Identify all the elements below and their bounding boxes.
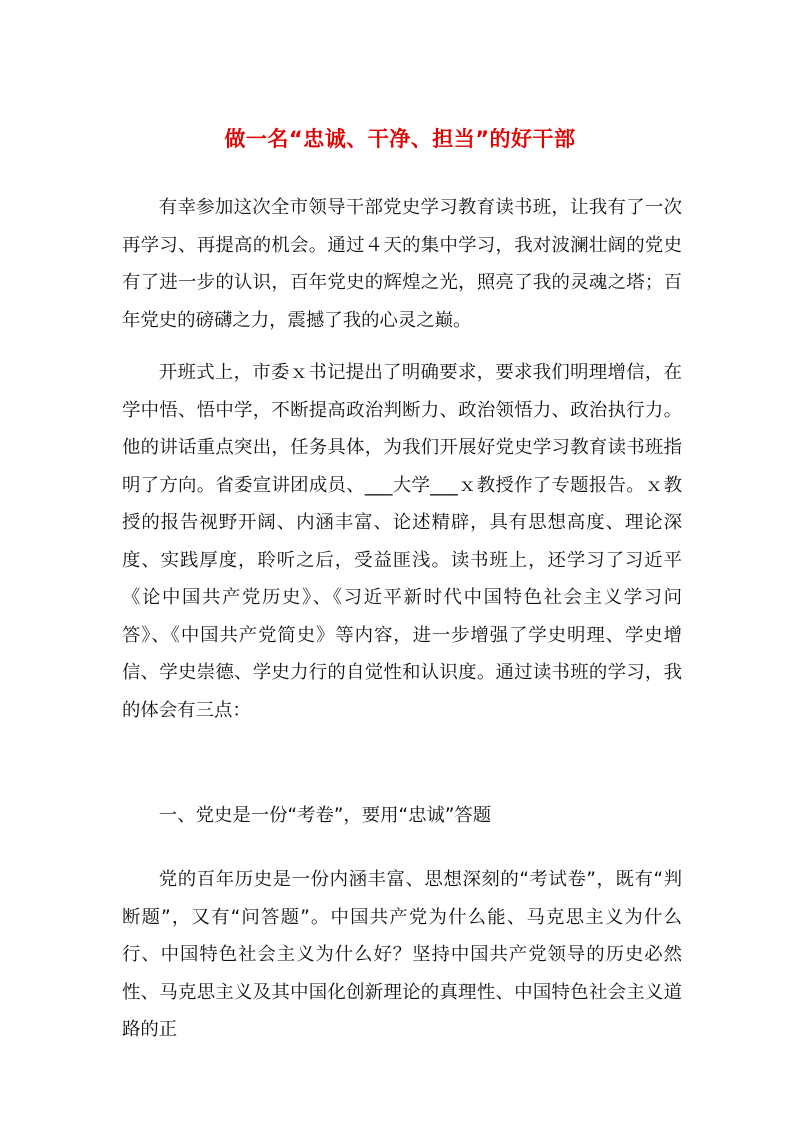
paragraph-opening-ceremony: 开班式上，市委ｘ书记提出了明确要求，要求我们明理增信，在学中悟、悟中学，不断提高政治判断力、政治领悟力、政治执行力。他的讲话重点突出，任务具体，为我们开展好党史学习教育读书班指明了方向。省委宣讲团成员、___大学___ｘ教授作了专题报告。ｘ教授的报告视野开阔、内涵丰富、论述精辟，具有思想高度、理论深度、实践厚度，聆听之后，受益匪浅。读书班上，还学习了习近平《论中国共产党历史》、《习近平新时代中国特色社会主义学习问答》、《中国共产党简史》等内容，进一步增强了学史明理、学史增信、学史崇德、学史力行的自觉性和认识度。通过读书班的学习，我的体会有三点： (122, 362, 682, 721)
paragraph-section-one: 党的百年历史是一份内涵丰富、思想深刻的“考试卷”，既有“判断题”，又有“问答题”。中国共产党为什么能、马克思主义为什么行、中国特色社会主义为什么好？坚持中国共产党领导的历史必然性、马克思主义及其中国化创新理论的真理性、中国特色社会主义道路的正 (122, 869, 682, 1040)
section-heading-one: 一、党史是一份“考卷”，要用“忠诚”答题 (158, 805, 492, 826)
document-title: 做一名“忠诚、干净、担当”的好干部 (224, 127, 576, 151)
paragraph-intro: 有幸参加这次全市领导干部党史学习教育读书班，让我有了一次再学习、再提高的机会。通过４天的集中学习，我对波澜壮阔的党史有了进一步的认识，百年党史的辉煌之光，照亮了我的灵魂之塔；百年党史的磅礴之力，震撼了我的心灵之巅。 (122, 197, 682, 331)
